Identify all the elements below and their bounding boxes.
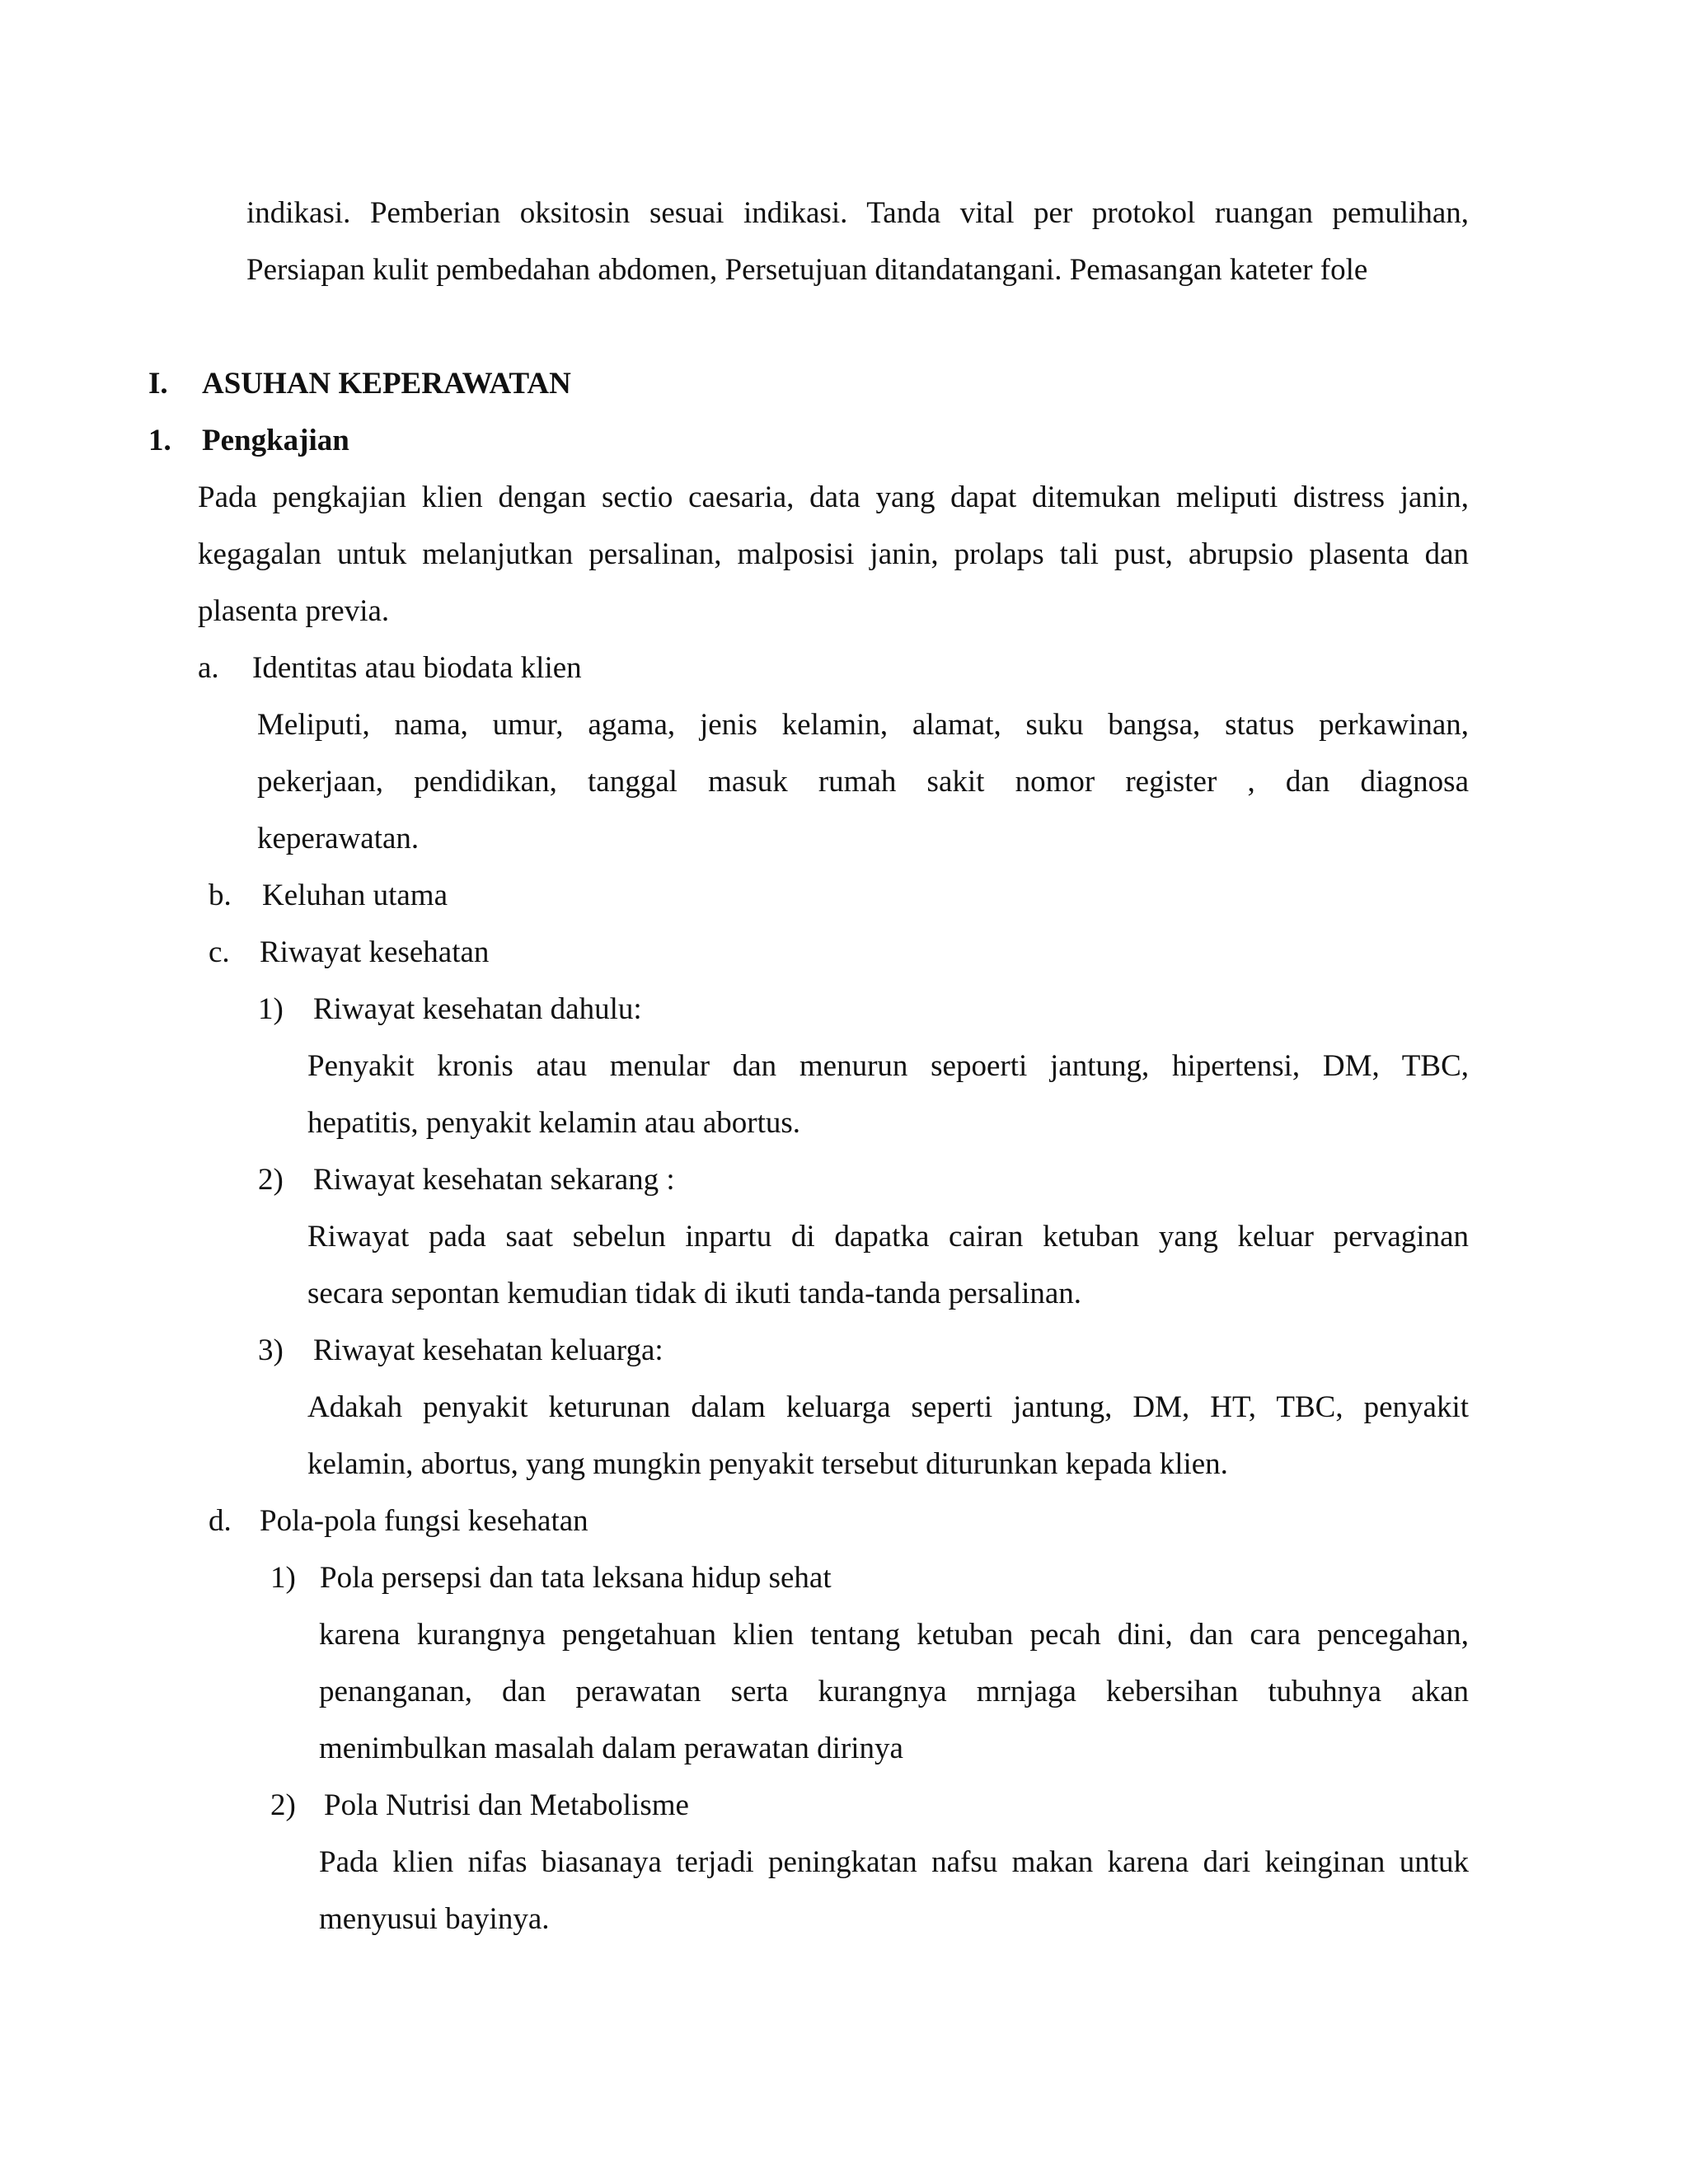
paragraph-line: Adakah penyakit keturunan dalam keluarga seperti jantung, DM, HT, TBC, penyakit <box>307 1390 1469 1424</box>
paragraph-line: Penyakit kronis atau menular dan menurun sepoerti jantung, hipertensi, DM, TBC, <box>307 1049 1469 1083</box>
list-marker: d. <box>209 1504 232 1538</box>
list-marker: a. <box>198 651 219 685</box>
list-marker: 1) <box>270 1561 296 1595</box>
list-item-title: Riwayat kesehatan keluarga: <box>313 1333 663 1367</box>
list-item-title: Riwayat kesehatan sekarang : <box>313 1163 675 1197</box>
paragraph-line: keperawatan. <box>257 822 420 855</box>
paragraph-line: secara sepontan kemudian tidak di ikuti tanda-tanda persalinan. <box>307 1277 1082 1310</box>
paragraph-line: Pada klien nifas biasanaya terjadi peningkatan nafsu makan karena dari keinginan untuk <box>319 1845 1469 1879</box>
list-item-title: Keluhan utama <box>262 879 448 912</box>
list-marker: b. <box>209 879 232 912</box>
paragraph-line: penanganan, dan perawatan serta kurangnya mrnjaga kebersihan tubuhnya akan <box>319 1675 1469 1708</box>
subsection-number: 1. <box>148 424 171 457</box>
list-marker: 2) <box>258 1163 284 1197</box>
paragraph-line: menimbulkan masalah dalam perawatan dirinya <box>319 1732 903 1765</box>
paragraph-line: plasenta previa. <box>198 594 390 628</box>
paragraph-line: pekerjaan, pendidikan, tanggal masuk rumah sakit nomor register , dan diagnosa <box>257 765 1469 799</box>
paragraph-line: karena kurangnya pengetahuan klien tentang ketuban pecah dini, dan cara pencegahan, <box>319 1618 1469 1652</box>
list-item-title: Riwayat kesehatan <box>260 935 490 969</box>
list-item-title: Pola-pola fungsi kesehatan <box>260 1504 588 1538</box>
paragraph-line: kegagalan untuk melanjutkan persalinan, malposisi janin, prolaps tali pust, abrupsio plasenta dan <box>198 537 1469 571</box>
paragraph-line: Pada pengkajian klien dengan sectio caesaria, data yang dapat ditemukan meliputi distress janin, <box>198 480 1469 514</box>
list-item-title: Riwayat kesehatan dahulu: <box>313 992 642 1026</box>
intro-line: indikasi. Pemberian oksitosin sesuai indikasi. Tanda vital per protokol ruangan pemulihan, <box>246 196 1469 230</box>
subsection-title: Pengkajian <box>202 424 349 457</box>
intro-line: Persiapan kulit pembedahan abdomen, Persetujuan ditandatangani. Pemasangan kateter fole <box>246 253 1368 287</box>
list-item-title: Pola persepsi dan tata leksana hidup sehat <box>320 1561 832 1595</box>
paragraph-line: menyusui bayinya. <box>319 1902 550 1936</box>
list-item-title: Identitas atau biodata klien <box>252 651 582 685</box>
list-marker: c. <box>209 935 230 969</box>
list-item-title: Pola Nutrisi dan Metabolisme <box>324 1788 689 1822</box>
list-marker: 3) <box>258 1333 284 1367</box>
section-title: ASUHAN KEPERAWATAN <box>202 367 571 401</box>
list-marker: 2) <box>270 1788 296 1822</box>
paragraph-line: Riwayat pada saat sebelun inpartu di dapatka cairan ketuban yang keluar pervaginan <box>307 1220 1469 1254</box>
list-marker: 1) <box>258 992 284 1026</box>
paragraph-line: hepatitis, penyakit kelamin atau abortus. <box>307 1106 800 1140</box>
section-number: I. <box>148 367 168 401</box>
paragraph-line: Meliputi, nama, umur, agama, jenis kelamin, alamat, suku bangsa, status perkawinan, <box>257 708 1469 742</box>
paragraph-line: kelamin, abortus, yang mungkin penyakit tersebut diturunkan kepada klien. <box>307 1447 1228 1481</box>
